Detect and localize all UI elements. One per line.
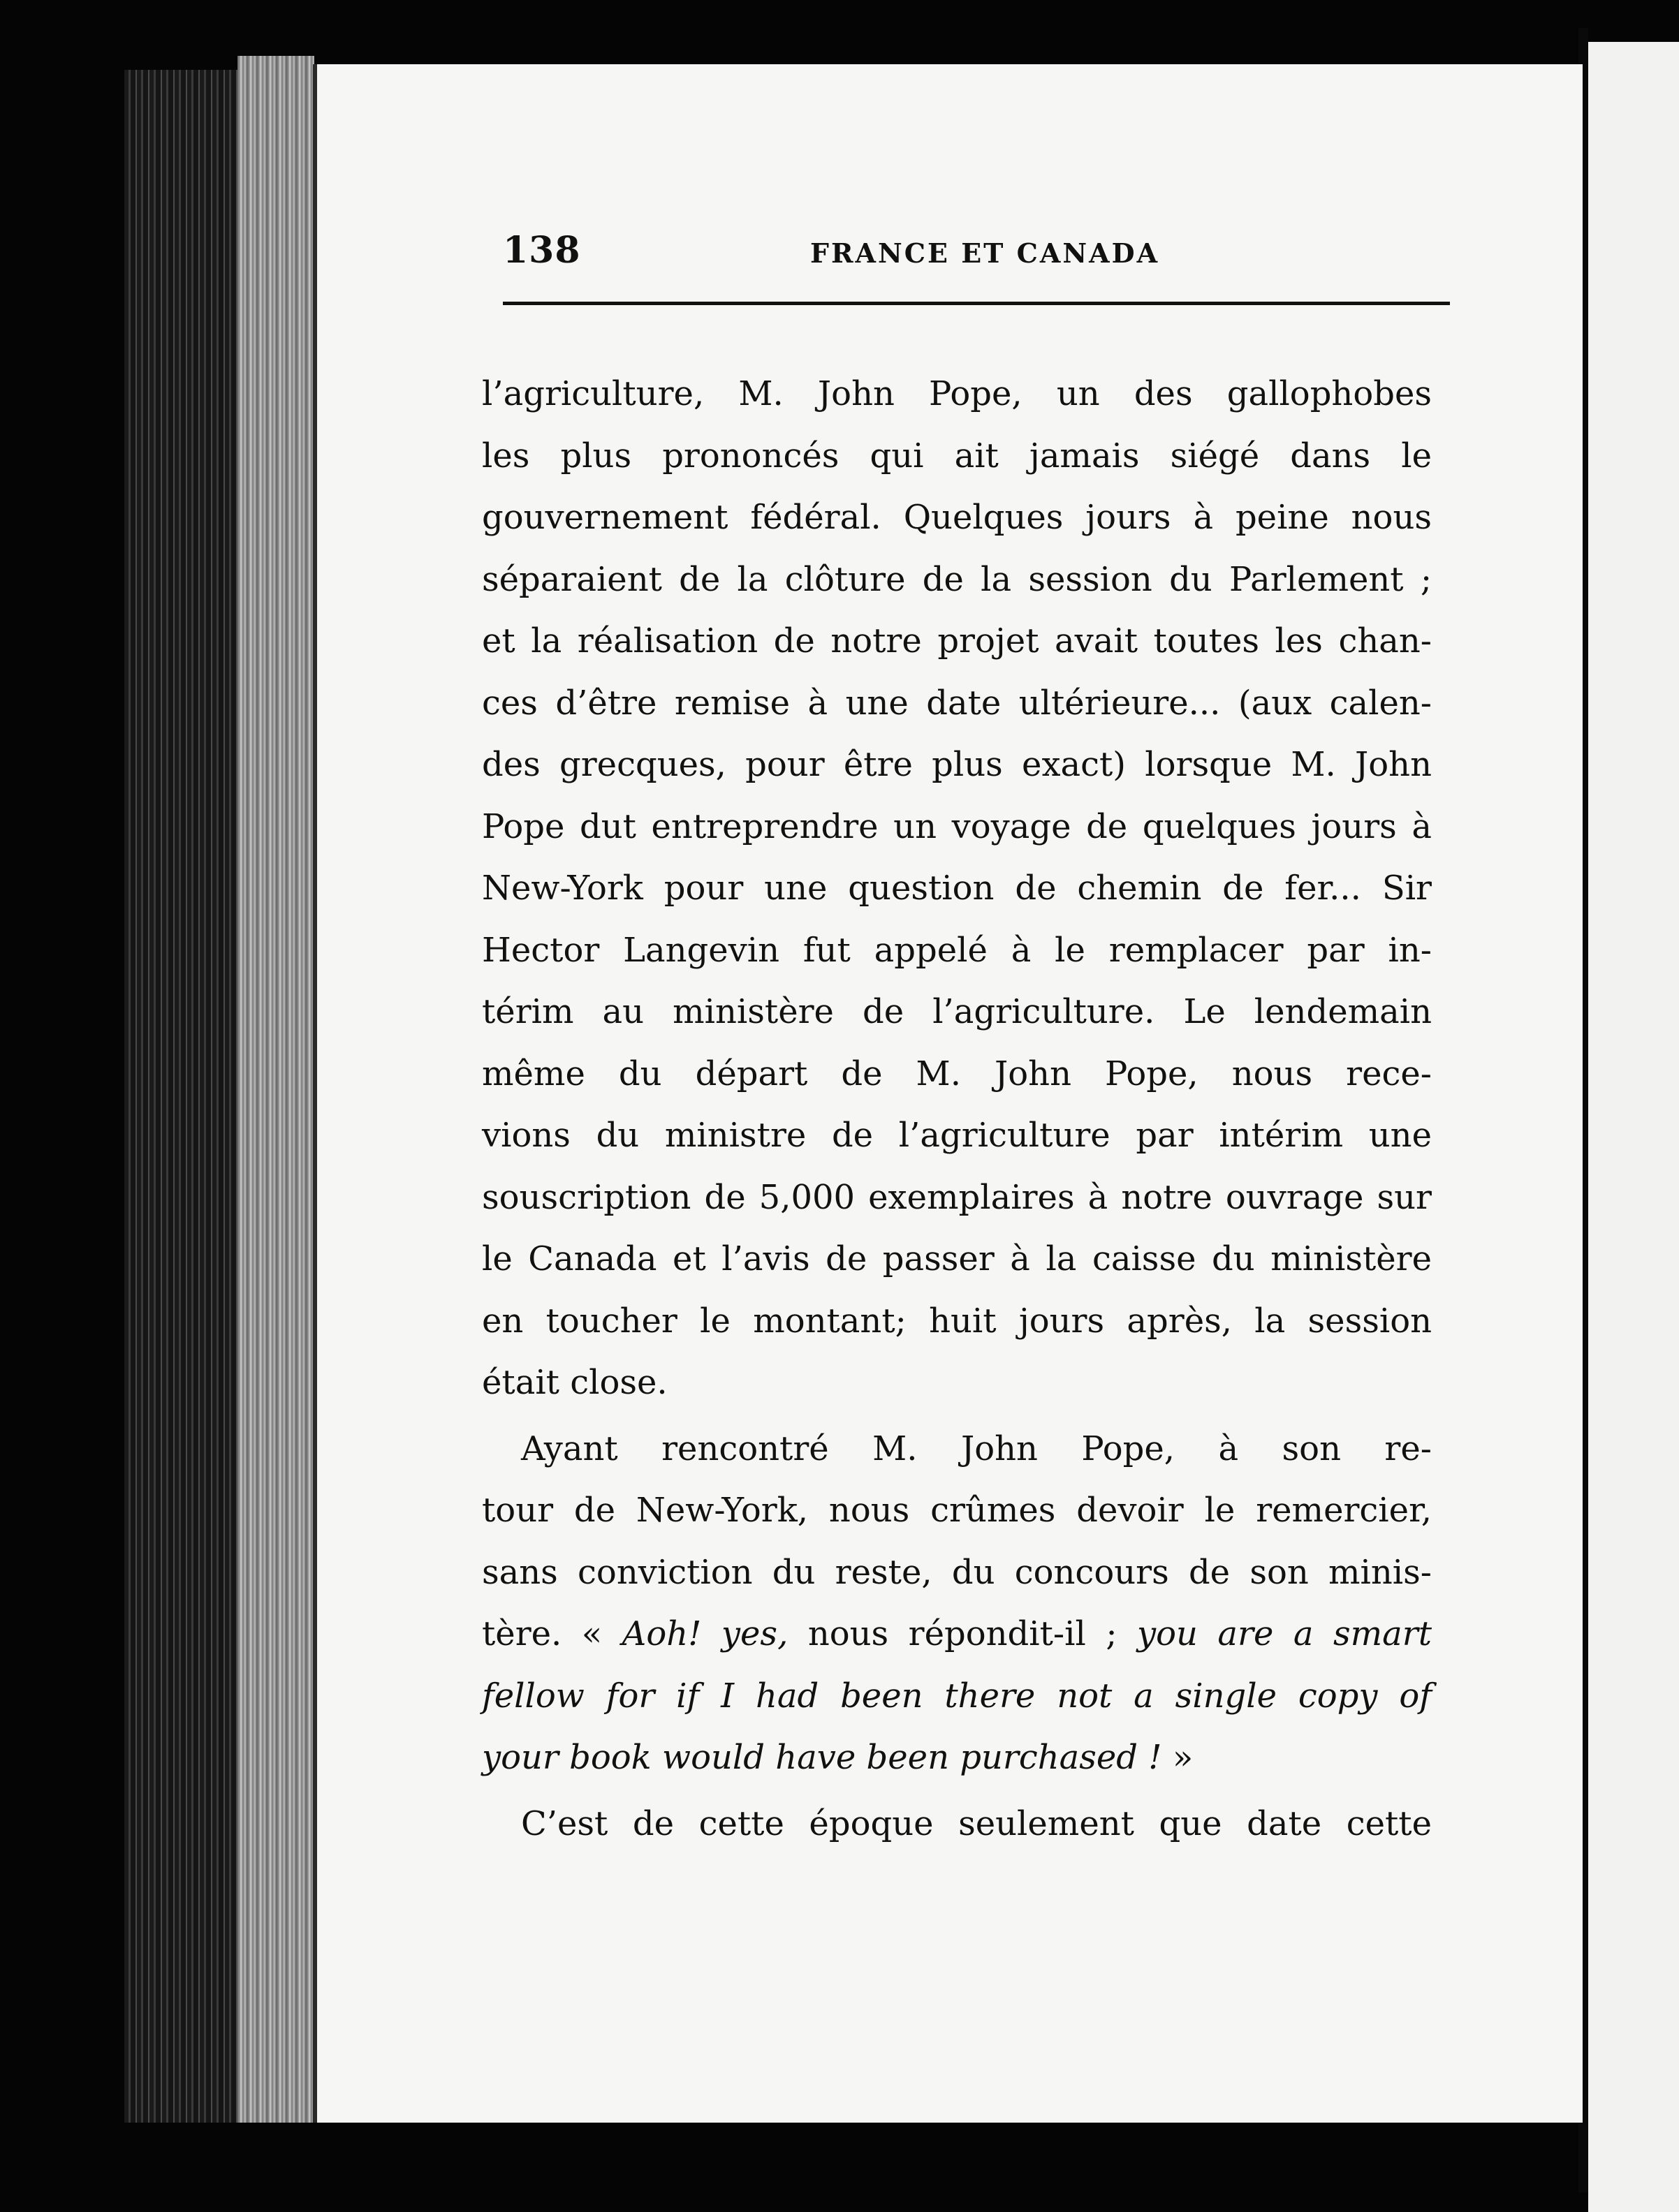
text-line: l’agriculture, M. John Pope, un des gallophobes	[482, 374, 1432, 413]
text-line: des grecques, pour être plus exact) lorsque M. John	[482, 745, 1432, 784]
text-line-italic: fellow for if I had been there not a single copy of	[482, 1676, 1432, 1716]
text-line: C’est de cette époque seulement que date cette	[521, 1804, 1432, 1843]
text-line: était close.	[482, 1363, 668, 1402]
text-line: Pope dut entreprendre un voyage de quelques jours à	[482, 806, 1432, 846]
text-line: sans conviction du reste, du concours de son minis-	[482, 1552, 1432, 1592]
text-line: même du départ de M. John Pope, nous rece-	[482, 1054, 1432, 1093]
text-line: souscription de 5,000 exemplaires à notre ouvrage sur	[482, 1177, 1432, 1217]
page-number: 138	[503, 229, 581, 272]
text-line: en toucher le montant; huit jours après, la session	[482, 1301, 1432, 1341]
text-line: Ayant rencontré M. John Pope, à son re-	[521, 1429, 1432, 1468]
text-line: Hector Langevin fut appelé à le remplacer par in-	[482, 930, 1432, 970]
text-run: tère. «	[482, 1614, 622, 1653]
body-text	[482, 363, 1432, 1855]
book-page-edges-light	[237, 56, 314, 2123]
text-line: gouvernement fédéral. Quelques jours à peine nous	[482, 498, 1432, 537]
page-header	[503, 229, 1453, 285]
italic-run: Aoh! yes,	[622, 1614, 789, 1653]
text-line-mixed	[482, 1727, 1432, 1789]
italic-run: your book would have been purchased !	[482, 1738, 1162, 1777]
facing-page-edge	[1588, 42, 1679, 2212]
text-line-mixed	[482, 1603, 1432, 1665]
text-line: New-York pour une question de chemin de fer... Sir	[482, 869, 1432, 908]
text-line: le Canada et l’avis de passer à la caisse du ministère	[482, 1239, 1432, 1278]
text-run: »	[1161, 1738, 1194, 1777]
text-line: séparaient de la clôture de la session du Parlement ;	[482, 559, 1432, 599]
text-line: térim au ministère de l’agriculture. Le lendemain	[482, 992, 1432, 1031]
running-head: FRANCE ET CANADA	[810, 237, 1160, 269]
scan-bottom-margin	[210, 2123, 1578, 2212]
text-line: les plus prononcés qui ait jamais siégé dans le	[482, 436, 1432, 475]
text-line: tour de New-York, nous crûmes devoir le remercier,	[482, 1491, 1432, 1530]
text-run: nous répondit-il ;	[788, 1614, 1138, 1653]
text-line: vions du ministre de l’agriculture par intérim une	[482, 1116, 1432, 1155]
text-line: ces d’être remise à une date ultérieure... (aux calen-	[482, 683, 1432, 723]
header-rule	[503, 302, 1450, 305]
text-line: et la réalisation de notre projet avait toutes les chan-	[482, 621, 1432, 661]
italic-run: you are a smart	[1137, 1614, 1432, 1653]
